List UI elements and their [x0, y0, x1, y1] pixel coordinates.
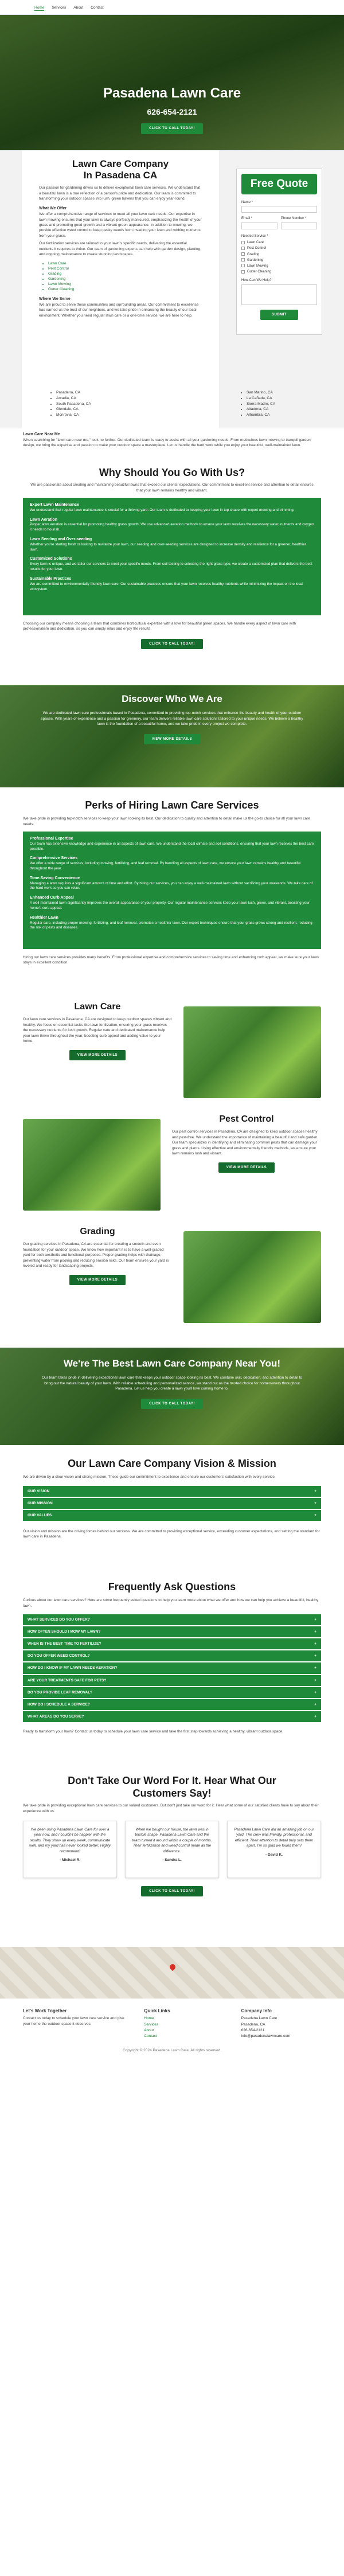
- footer-info-line: 626-654-2121: [241, 2028, 265, 2032]
- accordion-row[interactable]: [23, 1711, 321, 1722]
- feature-item: [30, 895, 314, 911]
- city-item: • South Pasadena, CA: [56, 401, 171, 407]
- accordion-label: OUR VALUES: [28, 1513, 52, 1517]
- city-item: • La Cañada, CA: [247, 396, 275, 401]
- feature-title: Enhanced Curb Appeal: [30, 896, 74, 900]
- feature-title: Expert Lawn Maintenance: [30, 503, 79, 508]
- service-text: [172, 1113, 321, 1173]
- feature-item: [30, 876, 314, 891]
- service-block: [23, 1113, 321, 1216]
- hero: [0, 15, 344, 150]
- service-block: [23, 1225, 321, 1329]
- city-item: • Alhambra, CA: [247, 412, 275, 418]
- service-desc: Our lawn care services in Pasadena, CA are designed to keep outdoor spaces vibrant and healthy. We focus on essential tasks like lawn fertilization, ensuring your grass receives the necessary nutrients for lush growth. Regular care and dedicated maintenance help your lawn thrive throughout the year, boosting curb appeal and adding value to your home.: [23, 1017, 172, 1044]
- services-section: [0, 1001, 344, 1333]
- plus-icon: +: [314, 1630, 316, 1634]
- service-title: Pest Control: [219, 1114, 274, 1124]
- accordion-label: DO YOU PROVIDE LEAF REMOVAL?: [28, 1690, 93, 1695]
- service-option[interactable]: [241, 257, 317, 263]
- accordion-row[interactable]: [23, 1662, 321, 1673]
- faq-p2: Ready to transform your lawn? Contact us today to schedule your lawn care service and take the first step towards achieving a healthy, vibrant outdoor space.: [23, 1729, 284, 1734]
- accordion-row[interactable]: [23, 1638, 321, 1649]
- cities-row: [22, 390, 322, 418]
- help-textarea[interactable]: [241, 284, 317, 305]
- nav-link-home[interactable]: Home: [34, 5, 44, 11]
- feature-desc: We understand that regular lawn maintenance is crucial for a thriving yard. Our team is dedicated to keeping your lawn in top shape with expert mowing and trimming.: [30, 508, 295, 512]
- accordion-row[interactable]: [23, 1699, 321, 1710]
- feature-title: Professional Expertise: [30, 837, 73, 841]
- checkbox[interactable]: [241, 258, 245, 261]
- service-list-item[interactable]: • Gutter Cleaning: [48, 287, 202, 292]
- feature-item: [30, 576, 314, 592]
- checkbox[interactable]: [241, 270, 245, 274]
- why-section: [0, 466, 344, 678]
- checkbox[interactable]: [241, 247, 245, 250]
- accordion-row[interactable]: [23, 1675, 321, 1686]
- feature-title: Sustainable Practices: [30, 576, 72, 581]
- service-photo: [23, 1119, 161, 1211]
- vision-intro: We are driven by a clear vision and strong mission. These guide our commitment to excellence and ensure our customers' satisfaction with every service.: [23, 1475, 276, 1480]
- service-option-label: Pest Control: [247, 247, 267, 251]
- footer: [0, 2004, 344, 2576]
- service-option[interactable]: [241, 240, 317, 245]
- service-desc: Our grading services in Pasadena, CA are essential for creating a smooth and even foundation for your outdoor space. We know how important it is to have a well-graded yard for both aesthetic and functional purposes. Proper grading helps with drainage, preventing water from pooling and reducing erosion risks. Our team ensures your yard is leveled and ready for landscaping projects.: [23, 1242, 169, 1269]
- cities-left: [56, 390, 171, 418]
- service-list-item[interactable]: • Lawn Care: [48, 261, 202, 266]
- email-input[interactable]: [241, 223, 277, 229]
- help-label: How Can We Help?: [241, 279, 272, 283]
- faq-intro: Curious about our lawn care services? Here are some frequently asked questions to help you learn more about what we offer and how we can help you achieve a beautiful, healthy lawn.: [23, 1598, 319, 1608]
- where-title: Where We Serve: [39, 297, 71, 302]
- best-section: [0, 1348, 344, 1445]
- nav-link-contact[interactable]: Contact: [91, 6, 104, 10]
- hero-cta-button[interactable]: CLICK TO CALL TODAY!: [141, 123, 203, 134]
- checkbox[interactable]: [241, 252, 245, 256]
- hero-phone[interactable]: 626-654-2121: [147, 107, 197, 116]
- city-item: • Arcadia, CA: [56, 396, 171, 401]
- feature-title: Lawn Seeding and Over-seeding: [30, 537, 92, 542]
- service-label: Needed Service *: [241, 234, 268, 238]
- city-item: • San Marino, CA: [247, 390, 275, 396]
- testimonial-card: [227, 1821, 321, 1878]
- email-label: Email *: [241, 217, 253, 221]
- quote-author: - Michael R.: [59, 1858, 81, 1863]
- service-option[interactable]: [241, 245, 317, 251]
- feature-desc: We offer a wide range of services, including mowing, fertilizing, and leaf removal. By handling all aspects of lawn care, we ensure your lawn remains healthy and beautiful throughout the year.: [30, 861, 301, 871]
- plus-icon: +: [314, 1702, 316, 1707]
- phone-label: Phone Number *: [281, 217, 307, 221]
- footer-info-line: info@pasadenalawncare.com: [241, 2034, 291, 2039]
- why-p2: Choosing our company means choosing a team that combines horticultural expertise with a love for beautiful green spaces. We handle every aspect of lawn care with professionalism and dedication, so you can simply relax and enjoy the results.: [23, 622, 296, 631]
- near-title: Lawn Care Near Me: [23, 432, 60, 436]
- perks-box: [23, 832, 321, 949]
- accordion-label: DO YOU OFFER WEED CONTROL?: [28, 1654, 90, 1658]
- service-desc: Our pest control services in Pasadena, CA are designed to keep outdoor spaces healthy and pest-free. We understand the importance of maintaining a beautiful and safe garden. Our team specializes in identifying and eliminating common pests that can damage your grass and plants. Using effective and environmentally friendly methods, we ensure your lawn remains lush and vibrant.: [172, 1130, 319, 1156]
- discover-cta-button[interactable]: VIEW MORE DETAILS: [144, 734, 200, 744]
- testimonial-card: [23, 1821, 117, 1878]
- copyright: Copyright © 2024 Pasadena Lawn Care. All rights reserved.: [122, 2048, 222, 2052]
- accordion-label: HOW OFTEN SHOULD I MOW MY LAWN?: [28, 1630, 101, 1634]
- service-option-label: Gardening: [247, 258, 264, 262]
- accordion-label: ARE YOUR TREATMENTS SAFE FOR PETS?: [28, 1678, 107, 1683]
- feature-item: [30, 502, 314, 513]
- nav-link-services[interactable]: Services: [52, 6, 67, 10]
- feature-title: Lawn Aeration: [30, 517, 57, 522]
- feature-desc: We are committed to environmentally friendly lawn care. Our sustainable practices ensure that your lawn receives healthy nutrients while minimizing the impact on the local ecosystem.: [30, 581, 303, 591]
- testimonial-cards: [23, 1821, 321, 1878]
- checkbox[interactable]: [241, 264, 245, 267]
- faq-title: Frequently Ask Questions: [108, 1581, 236, 1593]
- plus-icon: +: [314, 1618, 316, 1622]
- quote-author: - Sandra L.: [162, 1858, 182, 1863]
- service-options: [241, 240, 317, 275]
- accordion-row[interactable]: [23, 1687, 321, 1698]
- name-input[interactable]: [241, 206, 317, 213]
- feature-title: Healthier Lawn: [30, 915, 58, 920]
- footer-info-line: Pasadena Lawn Care: [241, 2016, 277, 2021]
- service-cta-button[interactable]: VIEW MORE DETAILS: [69, 1050, 126, 1060]
- footer-link[interactable]: About: [144, 2028, 154, 2032]
- service-text: [23, 1001, 172, 1060]
- accordion-row[interactable]: [23, 1626, 321, 1637]
- faq-section: [0, 1580, 344, 1775]
- name-label: Name *: [241, 201, 253, 204]
- plus-icon: +: [314, 1654, 316, 1658]
- vision-title: Our Lawn Care Company Vision & Mission: [68, 1458, 276, 1469]
- plus-icon: +: [314, 1513, 316, 1517]
- best-p: Our team takes pride in delivering exceptional lawn care that keeps your outdoor space looking its best. We combine skill, dedication, and attention to detail to bring out the natural beauty of your lawn. With reliable scheduling and personalized service, we stand out as the trusted choice for homeowners throughout Pasadena. Let us help you create a lawn you'll love coming home to.: [41, 1375, 303, 1391]
- vision-section: [0, 1457, 344, 1571]
- plus-icon: +: [314, 1501, 316, 1505]
- feature-title: Time-Saving Convenience: [30, 876, 80, 880]
- perks-section: [0, 798, 344, 993]
- accordion-row[interactable]: [23, 1498, 321, 1509]
- service-block: [23, 1001, 321, 1104]
- feature-item: [30, 856, 314, 871]
- testimonials-title: Don't Take Our Word For It. Hear What Our Customers Say!: [68, 1775, 276, 1799]
- feature-title: Customized Solutions: [30, 557, 72, 561]
- footer-col1-p: Contact us today to schedule your lawn care service and give your home the outdoor space it deserves.: [23, 2016, 124, 2026]
- perks-intro: We take pride in providing top-notch services to keep your lawn looking its best. Our dedication to quality and attention to detail make us the go-to choice for all your lawn care needs.: [23, 817, 311, 826]
- quote-badge: Free Quote: [241, 174, 317, 194]
- plus-icon: +: [314, 1642, 316, 1646]
- quote-author: - David K.: [265, 1852, 283, 1857]
- feature-item: [30, 556, 314, 572]
- service-text: [23, 1225, 172, 1285]
- footer-col3-title: Company Info: [241, 2008, 272, 2013]
- plus-icon: +: [314, 1666, 316, 1671]
- feature-item: [30, 537, 314, 552]
- city-item: • Sierra Madre, CA: [247, 401, 275, 407]
- quote-form: [236, 169, 322, 335]
- plus-icon: +: [314, 1690, 316, 1695]
- plus-icon: +: [314, 1489, 316, 1493]
- accordion-label: HOW DO I SCHEDULE A SERVICE?: [28, 1702, 90, 1707]
- vision-p2: Our vision and mission are the driving forces behind our success. We are committed to providing exceptional service, exceeding customer expectations, and setting the standard for lawn care in Pasadena.: [23, 1529, 320, 1539]
- accordion-label: OUR MISSION: [28, 1501, 53, 1505]
- map-pin-icon[interactable]: [169, 1963, 177, 1971]
- quote-text: When we bought our house, the lawn was in terrible shape. Pasadena Lawn Care and the team turned it around within a couple of months. Their fertilization and weed control made all the difference.: [132, 1828, 212, 1853]
- why-title: Why Should You Go With Us?: [99, 467, 245, 478]
- submit-button[interactable]: SUBMIT: [260, 310, 298, 320]
- footer-link[interactable]: Services: [144, 2022, 159, 2027]
- intro-section: [0, 150, 344, 428]
- accordion-label: HOW DO I KNOW IF MY LAWN NEEDS AERATION?: [28, 1666, 118, 1671]
- accordion-row[interactable]: [23, 1510, 321, 1521]
- service-option[interactable]: [241, 252, 317, 257]
- testimonials-section: [0, 1775, 344, 1941]
- cities-right: [247, 390, 275, 418]
- testimonials-intro: We take pride in providing exceptional lawn care services to our valued customers. But don't just take our word for it. Hear what some of our satisfied clients have to say about their experience with us.: [23, 1804, 319, 1813]
- checkbox[interactable]: [241, 241, 245, 244]
- map[interactable]: [0, 1947, 344, 1999]
- footer-links: [144, 2016, 224, 2040]
- footer-info: [241, 2016, 321, 2040]
- feature-item: [30, 836, 314, 852]
- intro-heading: Lawn Care Company In Pasadena CA: [72, 158, 169, 181]
- service-list-item[interactable]: • Gardening: [48, 276, 202, 282]
- footer-link[interactable]: Home: [144, 2016, 154, 2021]
- service-list: [48, 261, 202, 292]
- quote-text: Pasadena Lawn Care did an amazing job on our yard. The crew was friendly, professional, and efficient. Their attention to detail truly sets them apart. I'm so glad we found them!: [234, 1828, 314, 1848]
- feature-title: Comprehensive Services: [30, 856, 78, 861]
- accordion-label: WHAT AREAS DO YOU SERVE?: [28, 1714, 84, 1719]
- feature-desc: Our team has extensive knowledge and experience in all aspects of lawn care. We understand the local climate and soil conditions, ensuring that your lawn receives the best care possible.: [30, 841, 314, 851]
- testimonials-cta-button[interactable]: CLICK TO CALL TODAY!: [141, 1886, 203, 1896]
- intro-p2: We offer a comprehensive range of services to meet all your lawn care needs. Our expertise in lawn mowing ensures that your lawn is always perfectly manicured, emphasizing the health of your grass and promoting good growth and a vibrant green appearance. In addition to mowing, we provide effective weed control to keep pesky weeds from invading your lawn and robbing nutrients from your grass.: [39, 212, 202, 238]
- service-photo: [183, 1006, 321, 1098]
- feature-desc: Every lawn is unique, and we tailor our services to meet your specific needs. From soil testing to selecting the right grass type, we create a customized plan that delivers the best results for your lawn.: [30, 562, 312, 572]
- city-item: • Pasadena, CA: [56, 390, 171, 396]
- city-item: • Altadena, CA: [247, 407, 275, 412]
- service-cta-button[interactable]: VIEW MORE DETAILS: [69, 1275, 126, 1285]
- accordion-label: WHAT SERVICES DO YOU OFFER?: [28, 1618, 90, 1622]
- footer-link[interactable]: Contact: [144, 2034, 157, 2039]
- hero-title: Pasadena Lawn Care: [103, 85, 241, 101]
- service-option-label: Gutter Cleaning: [247, 270, 272, 274]
- footer-col1-title: Let's Work Together: [23, 2008, 67, 2013]
- service-option-label: Lawn Mowing: [247, 264, 268, 268]
- feature-desc: Whether you're starting fresh or looking to revitalize your lawn, our seeding and over-seeding services are designed to increase density and resilience for a greener, healthier lawn.: [30, 542, 306, 552]
- service-option-label: Lawn Care: [247, 241, 264, 245]
- intro-p4: We are proud to serve these communities and surrounding areas. Our commitment to excellence has earned us the trust of our neighbors, and we take pride in enhancing the beauty of our local environment. Whether you need regular lawn care or a one-time service, we are here to help.: [39, 302, 199, 318]
- why-cta-button[interactable]: CLICK TO CALL TODAY!: [141, 639, 203, 649]
- service-list-item[interactable]: • Pest Control: [48, 266, 202, 271]
- service-option[interactable]: [241, 269, 317, 275]
- accordion-label: WHEN IS THE BEST TIME TO FERTILIZE?: [28, 1642, 101, 1646]
- near-p: When searching for "lawn care near me," look no further. Our dedicated team is ready to assist with all your gardening needs. From meticulous lawn mowing to tranquil garden design, we bring the expertise and passion to make your outdoor space a masterpiece. Let us handle the hard work while you enjoy your beautiful, well-maintained lawn.: [23, 438, 311, 448]
- service-photo: [183, 1231, 321, 1323]
- what-title: What We Offer: [39, 206, 67, 211]
- accordion-row[interactable]: [23, 1614, 321, 1625]
- accordion-row[interactable]: [23, 1486, 321, 1497]
- service-cta-button[interactable]: VIEW MORE DETAILS: [218, 1162, 275, 1173]
- plus-icon: +: [314, 1678, 316, 1683]
- testimonial-card: [125, 1821, 219, 1878]
- top-nav: [0, 0, 344, 15]
- service-option-label: Grading: [247, 252, 260, 256]
- service-list-item[interactable]: • Lawn Mowing: [48, 282, 202, 287]
- accordion-row[interactable]: [23, 1650, 321, 1661]
- best-cta-button[interactable]: CLICK TO CALL TODAY!: [141, 1399, 203, 1409]
- footer-col2-title: Quick Links: [144, 2008, 170, 2013]
- feature-desc: A well-maintained lawn significantly improves the overall appearance of your property. Our regular maintenance services keep your lawn lush, green, and vibrant, boosting your home's curb appeal.: [30, 901, 310, 910]
- service-title: Grading: [80, 1227, 115, 1236]
- city-item: • Monrovia, CA: [56, 412, 171, 418]
- vision-accordion: [23, 1486, 321, 1521]
- feature-item: [30, 517, 314, 533]
- city-item: • Glendale, CA: [56, 407, 171, 412]
- discover-title: Discover Who We Are: [122, 693, 222, 704]
- perks-p2: Hiring our lawn care services provides many benefits. From professional expertise and comprehensive services to saving time and enhancing curb appeal, we make sure your lawn stays in excellent condition.: [23, 955, 319, 965]
- best-title: We're The Best Lawn Care Company Near You!: [63, 1358, 281, 1369]
- service-list-item[interactable]: • Grading: [48, 271, 202, 276]
- why-intro: We are passionate about creating and maintaining beautiful lawns that exceed our clients' expectations. Our commitment to excellent service and attention to detail ensures that your lawn remains healthy and vibrant.: [30, 483, 314, 493]
- faq-accordion: [23, 1614, 321, 1722]
- feature-desc: Proper lawn aeration is essential for promoting healthy grass growth. We use advanced aeration methods to ensure your lawn receives the necessary water, nutrients and oxygen it needs to flourish.: [30, 522, 314, 532]
- intro-p3: Our fertilization services are tailored to your lawn's specific needs, delivering the essential nutrients it requires to thrive. Our team of gardening experts can help with garden design, planting, and ongoing maintenance to create stunning landscapes.: [39, 241, 201, 257]
- accordion-label: OUR VISION: [28, 1489, 50, 1493]
- service-option[interactable]: [241, 263, 317, 269]
- discover-p: We are dedicated lawn care professionals based in Pasadena, committed to providing top-notch services that enhance the beauty and health of your outdoor spaces. With years of experience and a passion for greenery, our team delivers reliable lawn care solutions tailored to your unique needs. We believe a healthy lawn is the foundation of a beautiful home, and we take pride in every project we complete.: [41, 711, 303, 727]
- near-me-section: [0, 428, 344, 463]
- phone-input[interactable]: [281, 223, 317, 229]
- plus-icon: +: [314, 1714, 316, 1719]
- discover-section: [0, 685, 344, 787]
- nav-link-about[interactable]: About: [73, 6, 84, 10]
- intro-p1: Our passion for gardening drives us to deliver exceptional lawn care services. We understand that a beautiful lawn is a true reflection of a person's pride and dedication. Our team is committed to transforming your outdoor spaces into lush, green havens that you can enjoy year-round.: [39, 186, 201, 201]
- feature-desc: Managing a lawn requires a significant amount of time and effort. By hiring our services, you can enjoy a well-maintained lawn without sacrificing your weekends. We take care of the hard work so you can relax.: [30, 881, 313, 891]
- perks-title: Perks of Hiring Lawn Care Services: [85, 799, 259, 811]
- feature-item: [30, 915, 314, 931]
- quote-text: I've been using Pasadena Lawn Care for over a year now, and I couldn't be happier with the results. They show up every week, communicate well, and my yard has never looked better. Highly recommend!: [29, 1828, 111, 1853]
- service-title: Lawn Care: [74, 1002, 121, 1012]
- why-box: [23, 498, 321, 615]
- footer-info-line: Pasadena, CA: [241, 2022, 265, 2027]
- feature-desc: Regular care, including proper mowing, fertilizing, and leaf removal, promotes a healthier lawn. Our expert techniques ensure that your grass grows strong and resilient, reducing the risk of pests and diseases.: [30, 920, 312, 930]
